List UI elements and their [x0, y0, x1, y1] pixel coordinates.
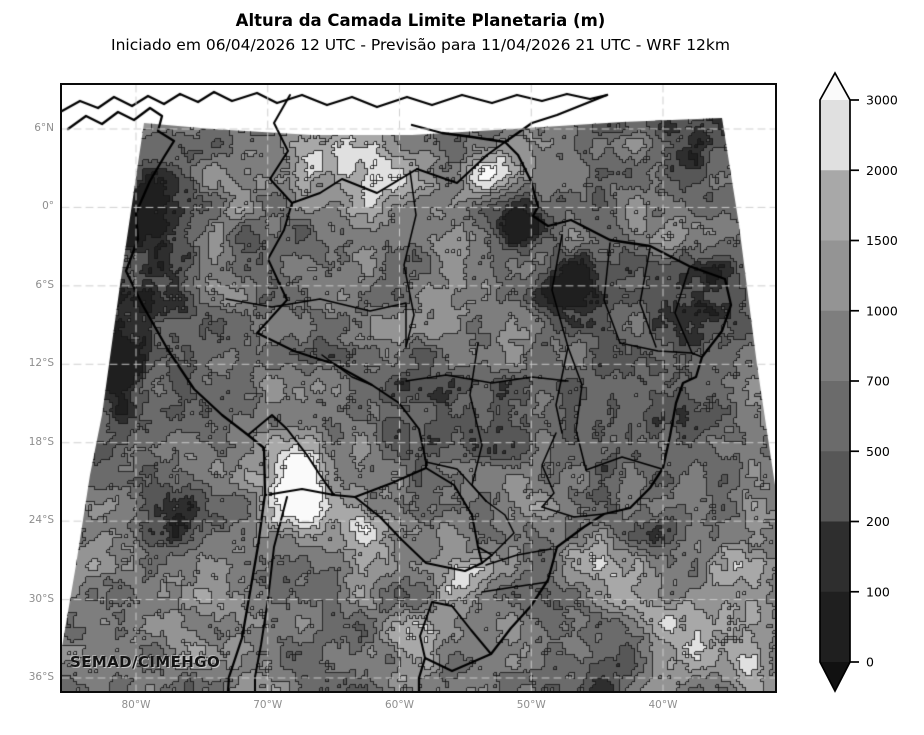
colorbar-tick-label: 1500: [866, 233, 898, 248]
colorbar-segment: [820, 170, 850, 241]
colorbar-segment: [820, 241, 850, 312]
lat-tick-label: 6°N: [34, 122, 54, 134]
lon-tick-label: 60°W: [385, 699, 414, 711]
colorbar-segment: [820, 381, 850, 452]
colorbar: [818, 66, 924, 700]
colorbar-segment: [820, 592, 850, 663]
colorbar-segment: [820, 451, 850, 522]
colorbar-segment: [820, 100, 850, 171]
colorbar-tick-label: 200: [866, 514, 890, 529]
lat-tick-label: 36°S: [28, 670, 54, 683]
lon-tick-label: 50°W: [516, 699, 546, 711]
colorbar-tick-label: 500: [866, 443, 890, 459]
colorbar-tick-label: 2000: [866, 162, 898, 178]
lon-tick-label: 70°W: [253, 699, 283, 711]
lat-tick-label: 30°S: [28, 592, 54, 605]
lat-tick-label: 18°S: [28, 435, 54, 448]
colorbar-tick-label: 1000: [866, 303, 898, 319]
colorbar-segment: [820, 311, 850, 382]
colorbar-svg: [818, 66, 924, 700]
lat-tick-label: 6°S: [35, 278, 54, 291]
colorbar-tick-label: 0: [866, 654, 874, 670]
lat-tick-label: 12°S: [28, 357, 54, 370]
colorbar-under-arrow: [820, 662, 850, 691]
colorbar-tick-label: 100: [866, 584, 890, 600]
page-title: Altura da Camada Limite Planetaria (m): [235, 11, 606, 30]
lon-tick-label: 40°W: [648, 699, 678, 711]
page-subtitle: Iniciado em 06/04/2026 12 UTC - Previsão para 11/04/2026 21 UTC - WRF 12km: [111, 36, 730, 54]
colorbar-tick-label: 700: [866, 373, 890, 389]
map-canvas: [62, 85, 775, 691]
colorbar-over-arrow: [820, 73, 850, 100]
colorbar-tick-label: 3000: [866, 92, 898, 108]
lon-tick-label: 80°W: [121, 699, 151, 711]
lat-tick-label: 0°: [42, 200, 54, 213]
lat-tick-label: 24°S: [28, 514, 54, 527]
watermark: SEMAD/CIMEHGO: [70, 653, 221, 671]
colorbar-segment: [820, 522, 850, 593]
map-plot-frame: [60, 83, 777, 693]
